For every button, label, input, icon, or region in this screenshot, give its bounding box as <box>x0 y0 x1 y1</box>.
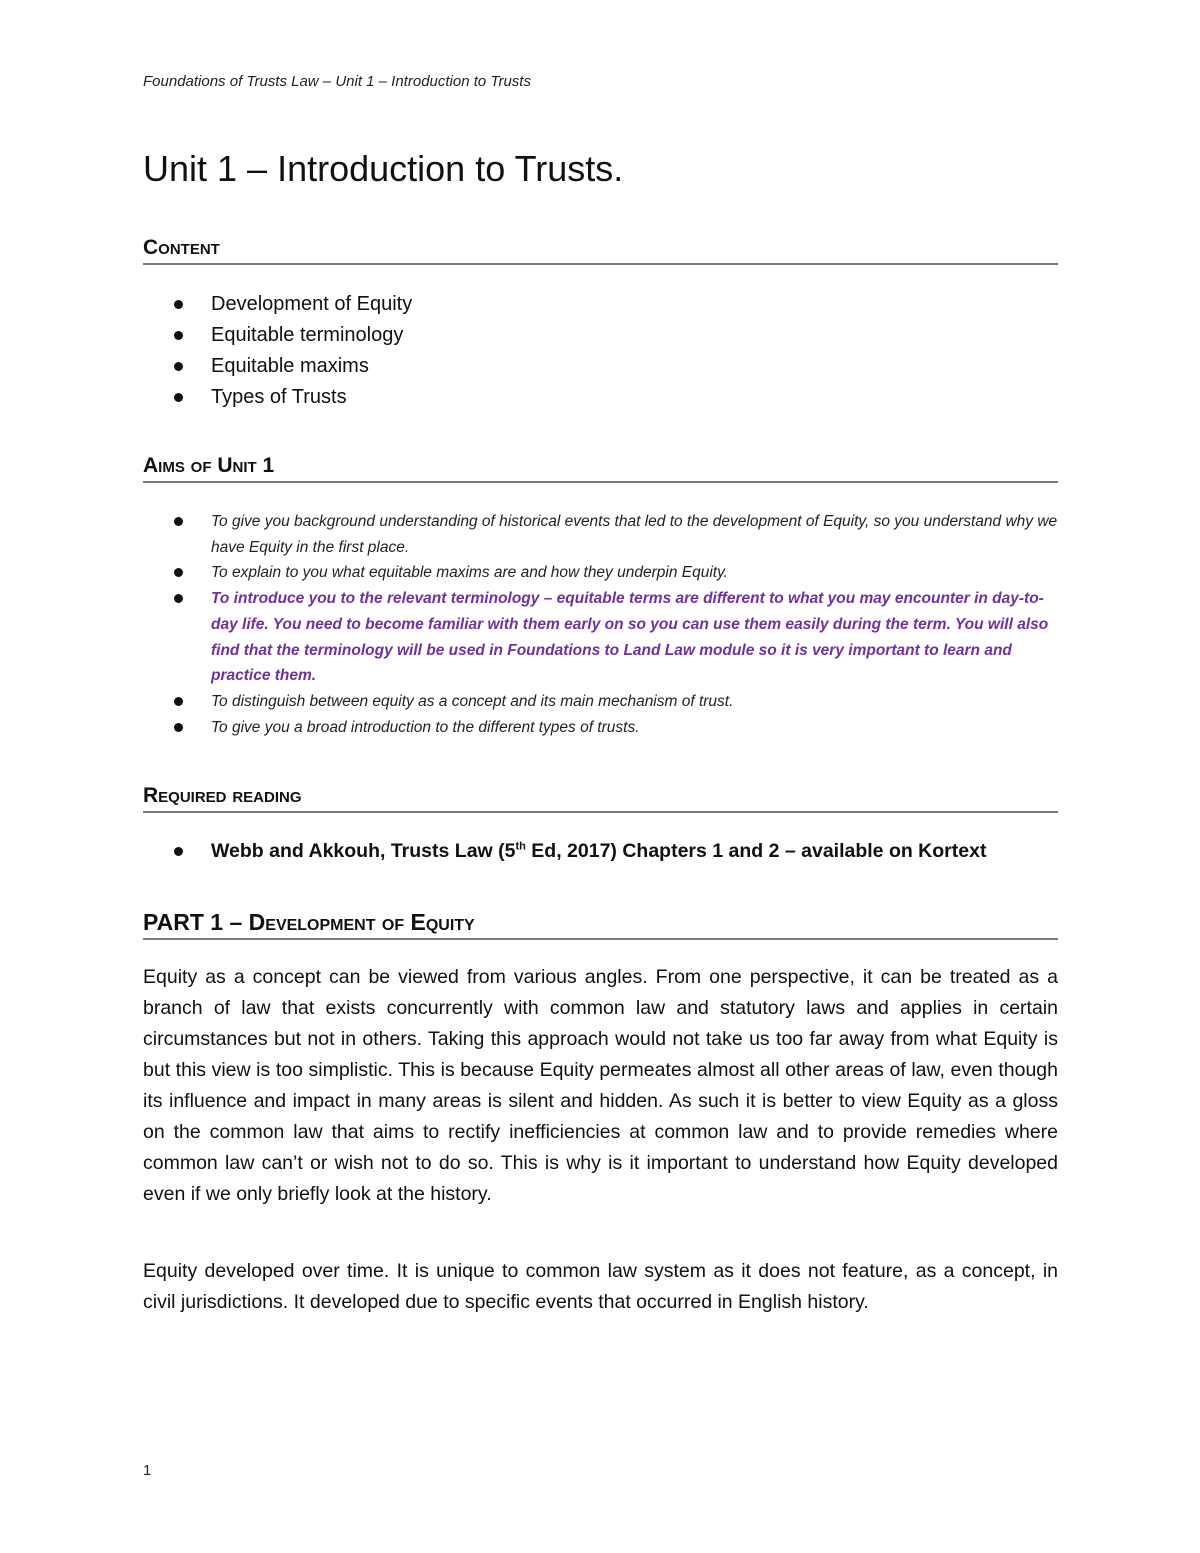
list-item: Equitable maxims <box>143 351 1058 382</box>
bullet-icon <box>174 517 183 526</box>
list-item: To explain to you what equitable maxims are and how they underpin Equity. <box>143 560 1058 586</box>
list-item: Types of Trusts <box>143 382 1058 413</box>
bullet-icon <box>174 568 183 577</box>
bullet-icon <box>174 594 183 603</box>
bullet-icon <box>174 362 183 371</box>
reading-list <box>143 836 1058 866</box>
bullet-icon <box>174 300 183 309</box>
page-number: 1 <box>143 1462 152 1479</box>
list-item: Development of Equity <box>143 289 1058 320</box>
bullet-icon <box>174 847 183 856</box>
list-item: To give you background understanding of historical events that led to the development of Equity, so you understand why we have Equity in the first place. <box>143 509 1058 560</box>
list-item: To distinguish between equity as a concept and its main mechanism of trust. <box>143 689 1058 715</box>
document-page <box>143 0 1058 1553</box>
running-header: Foundations of Trusts Law – Unit 1 – Introduction to Trusts <box>143 73 531 90</box>
content-list <box>143 289 1058 413</box>
aims-heading: Aims of Unit 1 <box>143 454 1058 483</box>
list-item-highlighted: To introduce you to the relevant terminology – equitable terms are different to what you may encounter in day-to-day life. You need to become familiar with them early on so you can use them easily during the term. You will also find that the terminology will be used in Foundations to Land Law module so it is very important to learn and practice them. <box>143 586 1058 689</box>
bullet-icon <box>174 331 183 340</box>
aims-list <box>143 509 1058 740</box>
list-item: Webb and Akkouh, Trusts Law (5th Ed, 2017) Chapters 1 and 2 – available on Kortext <box>143 836 1058 866</box>
list-item: To give you a broad introduction to the different types of trusts. <box>143 715 1058 741</box>
part1-heading: PART 1 – Development of Equity <box>143 909 1058 940</box>
body-paragraph: Equity developed over time. It is unique to common law system as it does not feature, as a concept, in civil jurisdictions. It developed due to specific events that occurred in English history. <box>143 1260 1058 1313</box>
bullet-icon <box>174 697 183 706</box>
list-item: Equitable terminology <box>143 320 1058 351</box>
body-paragraph: Equity as a concept can be viewed from various angles. From one perspective, it can be treated as a branch of law that exists concurrently with common law and statutory laws and applies in certain circumstances but not in others. Taking this approach would not take us too far away from what Equity is but this view is too simplistic. This is because Equity permeates almost all other areas of law, even though its influence and impact in many areas is silent and hidden. As such it is better to view Equity as a gloss on the common law that aims to rectify inefficiencies at common law and to provide remedies where common law can’t or wish not to do so. This is why is it important to understand how Equity developed even if we only briefly look at the history. <box>143 966 1058 1205</box>
content-heading: Content <box>143 236 1058 265</box>
page-title: Unit 1 – Introduction to Trusts. <box>143 148 624 189</box>
bullet-icon <box>174 723 183 732</box>
reading-heading: Required reading <box>143 784 1058 813</box>
bullet-icon <box>174 393 183 402</box>
